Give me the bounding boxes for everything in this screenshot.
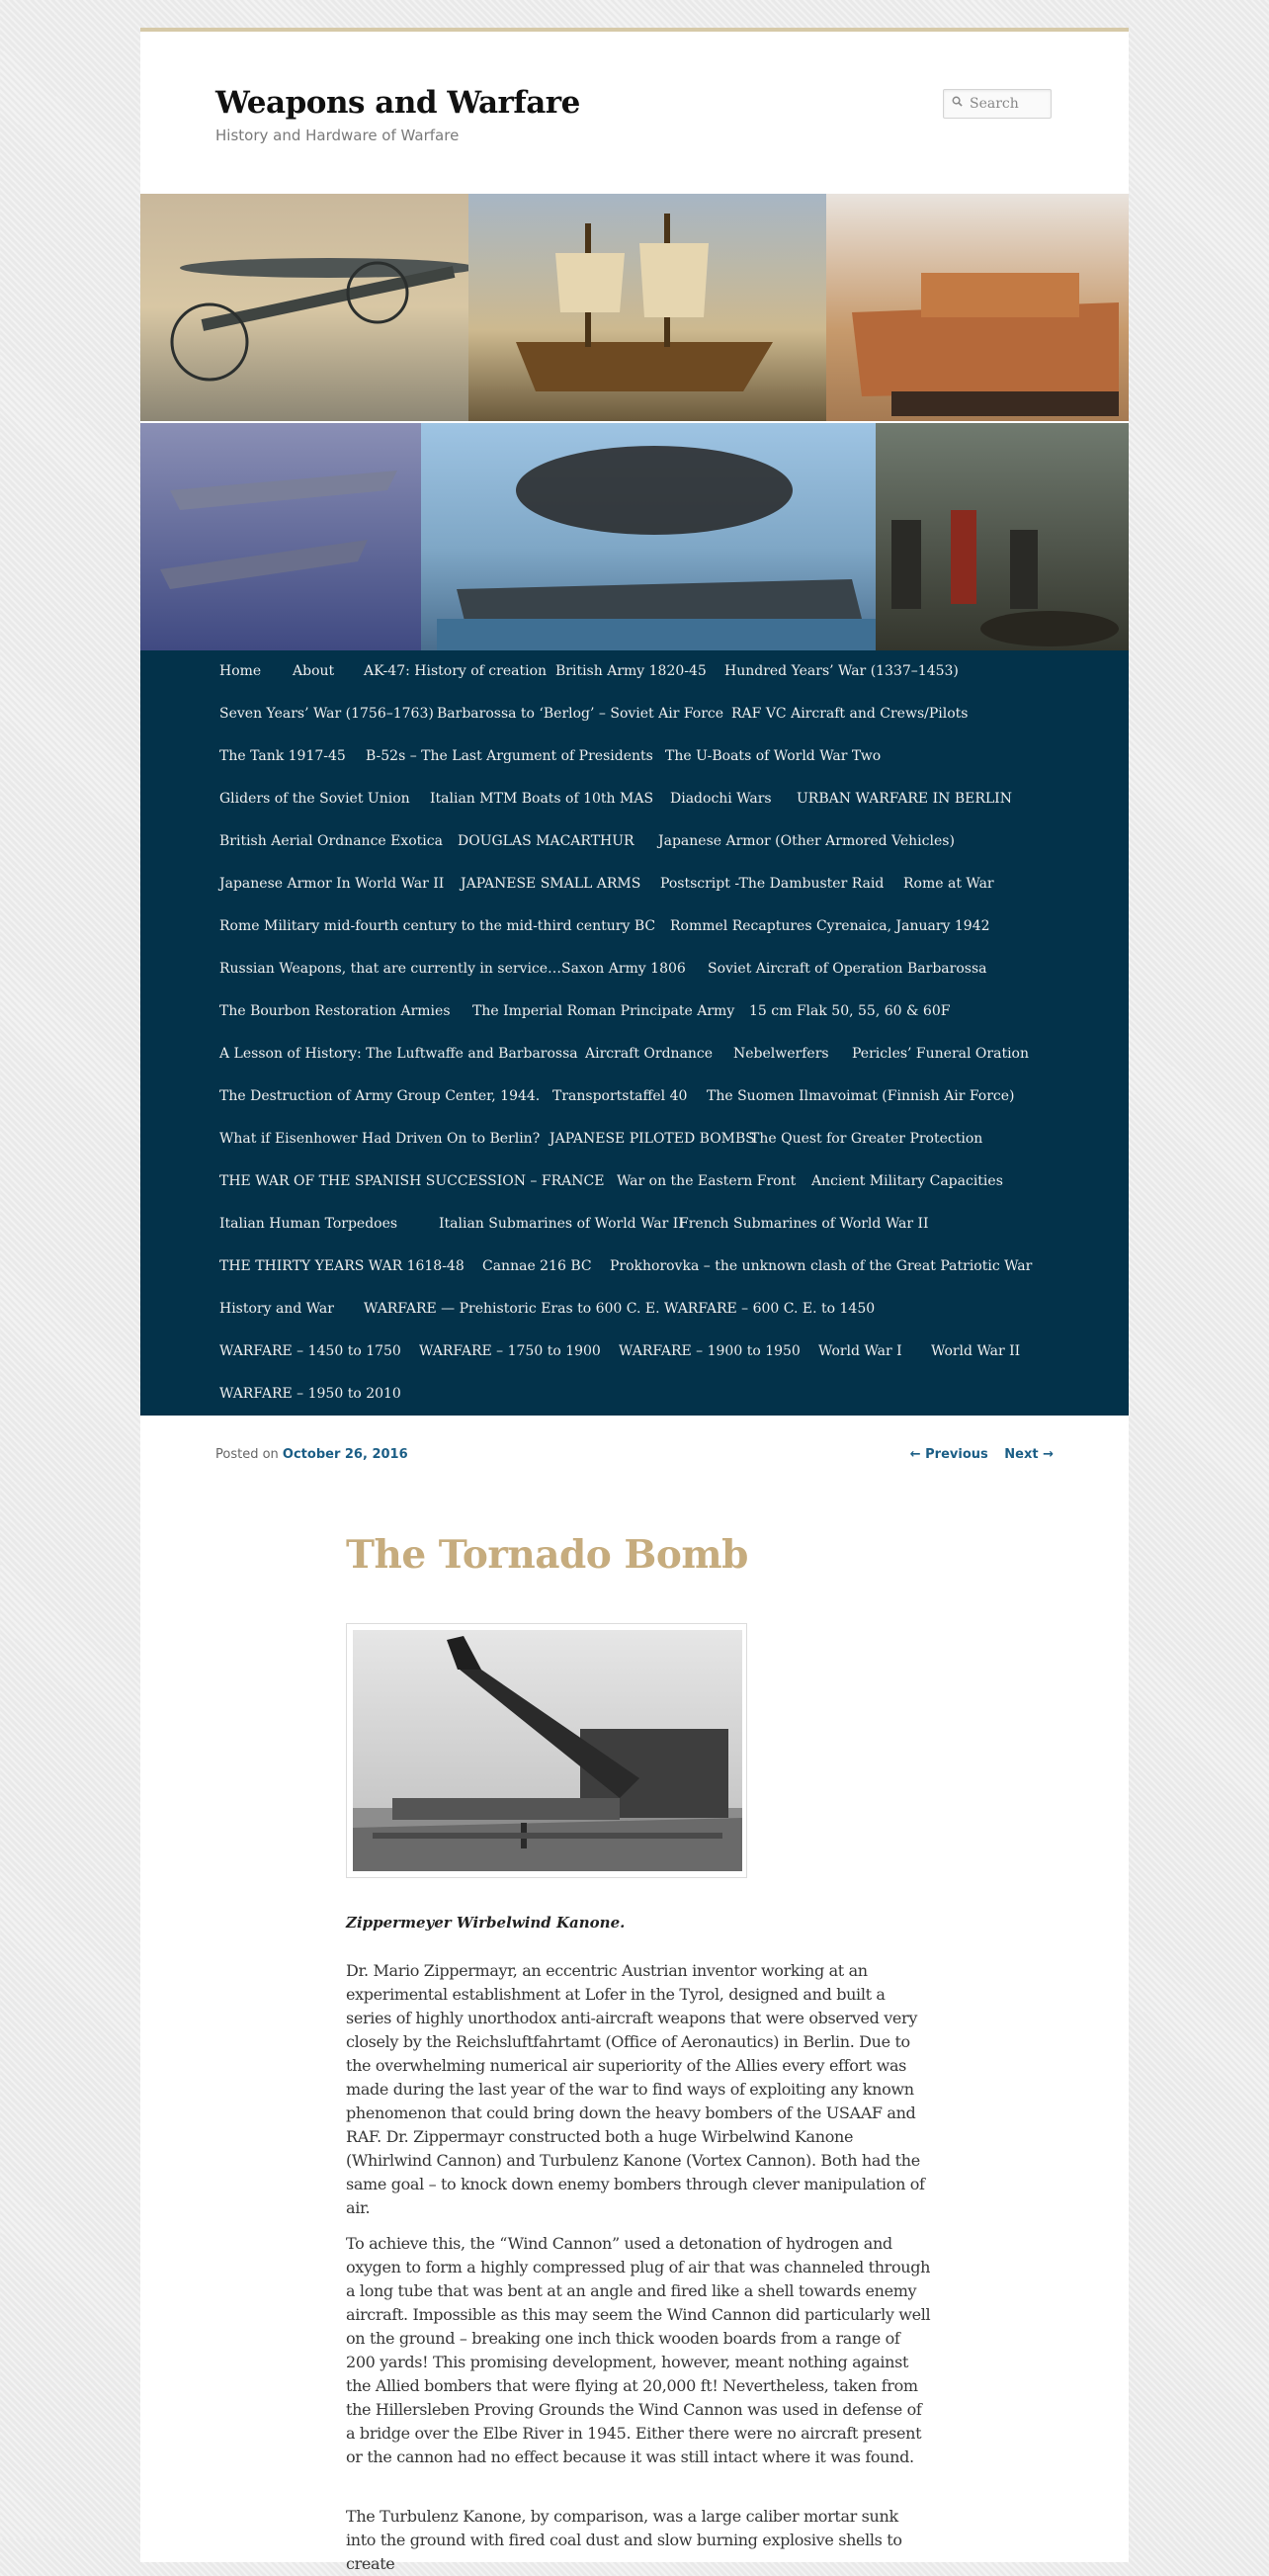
post-paragraph-3: The Turbulenz Kanone, by comparison, was a large caliber mortar sunk into the ground with fired coal dust and slow burning explosive shells to create bbox=[346, 2507, 902, 2573]
post-date-link[interactable]: October 26, 2016 bbox=[282, 1447, 408, 1462]
search-input[interactable] bbox=[968, 93, 1051, 115]
menu-item-warfare-prehistoric[interactable]: WARFARE — Prehistoric Eras to 600 C. E. bbox=[364, 1301, 660, 1317]
post-navigation bbox=[898, 1447, 1054, 1462]
menu-item-seven-years-war[interactable]: Seven Years’ War (1756–1763) bbox=[219, 706, 434, 722]
search-icon bbox=[952, 96, 963, 107]
post-paragraph-1: Dr. Mario Zippermayr, an eccentric Austrian inventor working at an experimental establishment at Lofer in the Tyrol, designed and built a series of highly unorthodox anti-aircraft weapons that were observed very closely by the Reichsluftfahrtamt (Office of Aeronautics) in Berlin. Due to the overwhelming numerical air superiority of the Allies every effort was made during the last year of the war to find ways of exploiting any known phenomenon that could bring down the heavy bombers of the USAAF and RAF. Dr. Zippermayr constructed both a huge Wirbelwind Kanone (Whirlwind Cannon) and Turbulenz Kanone (Vortex Cannon). Both had the same goal – to knock down enemy bombers through clever manipulation of air. bbox=[346, 1961, 925, 2217]
menu-item-finnish-air-force[interactable]: The Suomen Ilmavoimat (Finnish Air Force) bbox=[707, 1088, 1015, 1104]
menu-item-warfare-600-1450[interactable]: WARFARE – 600 C. E. to 1450 bbox=[664, 1301, 876, 1317]
site-header bbox=[140, 32, 1129, 194]
menu-item-urban-warfare[interactable]: URBAN WARFARE IN BERLIN bbox=[797, 791, 1012, 807]
menu-item-rome-at-war[interactable]: Rome at War bbox=[903, 876, 994, 892]
menu-item-italian-mtm[interactable]: Italian MTM Boats of 10th MAS bbox=[430, 791, 654, 807]
menu-item-aerial-ordnance[interactable]: British Aerial Ordnance Exotica bbox=[219, 833, 443, 849]
menu-item-japanese-small-arms[interactable]: JAPANESE SMALL ARMS bbox=[461, 876, 641, 892]
menu-item-tank[interactable]: The Tank 1917-45 bbox=[219, 748, 346, 764]
entry-meta bbox=[215, 1447, 408, 1462]
menu-item-warfare-1450-1750[interactable]: WARFARE – 1450 to 1750 bbox=[219, 1343, 401, 1359]
menu-item-french-submarines[interactable]: French Submarines of World War II bbox=[679, 1216, 929, 1232]
menu-item-saxon-army[interactable]: Saxon Army 1806 bbox=[561, 961, 686, 977]
menu-item-prokhorovka[interactable]: Prokhorovka – the unknown clash of the Great Patriotic War bbox=[610, 1258, 1033, 1274]
menu-item-gliders[interactable]: Gliders of the Soviet Union bbox=[219, 791, 410, 807]
menu-item-macarthur[interactable]: DOUGLAS MACARTHUR bbox=[458, 833, 634, 849]
previous-post-link[interactable]: ← Previous bbox=[909, 1447, 988, 1462]
menu-item-aircraft-ordnance[interactable]: Aircraft Ordnance bbox=[585, 1046, 714, 1062]
menu-item-japanese-piloted-bombs[interactable]: JAPANESE PILOTED BOMBS bbox=[550, 1131, 755, 1147]
menu-item-about[interactable]: About bbox=[293, 663, 335, 679]
next-post-link[interactable]: Next → bbox=[1004, 1447, 1054, 1462]
menu-item-transportstaffel[interactable]: Transportstaffel 40 bbox=[552, 1088, 688, 1104]
menu-item-thirty-years-war[interactable]: THE THIRTY YEARS WAR 1618-48 bbox=[219, 1258, 465, 1274]
menu-item-ancient-capacities[interactable]: Ancient Military Capacities bbox=[811, 1173, 1003, 1189]
menu-item-history-and-war[interactable]: History and War bbox=[219, 1301, 334, 1317]
post-title[interactable]: The Tornado Bomb bbox=[346, 1532, 748, 1578]
wind-cannon-photo[interactable] bbox=[353, 1630, 742, 1871]
menu-item-world-war-2[interactable]: World War II bbox=[931, 1343, 1021, 1359]
menu-item-warfare-1950-2010[interactable]: WARFARE – 1950 to 2010 bbox=[219, 1386, 401, 1402]
site-description: History and Hardware of Warfare bbox=[215, 127, 460, 144]
menu-item-world-war-1[interactable]: World War I bbox=[818, 1343, 902, 1359]
menu-item-greater-protection[interactable]: The Quest for Greater Protection bbox=[750, 1131, 983, 1147]
menu-item-b52[interactable]: B-52s – The Last Argument of Presidents bbox=[366, 748, 653, 764]
menu-item-spanish-succession[interactable]: THE WAR OF THE SPANISH SUCCESSION – FRANCE bbox=[219, 1173, 605, 1189]
menu-item-warfare-1900-1950[interactable]: WARFARE – 1900 to 1950 bbox=[619, 1343, 801, 1359]
menu-item-rome-military[interactable]: Rome Military mid-fourth century to the mid-third century BC bbox=[219, 918, 656, 934]
menu-item-army-group-center[interactable]: The Destruction of Army Group Center, 1944. bbox=[219, 1088, 541, 1104]
menu-item-home[interactable]: Home bbox=[219, 663, 262, 679]
menu-item-uboats[interactable]: The U-Boats of World War Two bbox=[665, 748, 882, 764]
menu-item-raf-vc[interactable]: RAF VC Aircraft and Crews/Pilots bbox=[731, 706, 969, 722]
menu-item-warfare-1750-1900[interactable]: WARFARE – 1750 to 1900 bbox=[419, 1343, 601, 1359]
main-navigation bbox=[140, 650, 1129, 1416]
site-title[interactable]: Weapons and Warfare bbox=[215, 85, 580, 121]
header-banner-image[interactable] bbox=[140, 194, 1129, 650]
menu-item-japanese-armor-other[interactable]: Japanese Armor (Other Armored Vehicles) bbox=[658, 833, 955, 849]
menu-item-diadochi[interactable]: Diadochi Wars bbox=[670, 791, 772, 807]
post-paragraph-2: To achieve this, the “Wind Cannon” used a detonation of hydrogen and oxygen to form a highly compressed plug of air that was channeled through a long tube that was bent at an angle and fired like a shell towards enemy aircraft. Impossible as this may seem the Wind Cannon did particularly well on the ground – breaking one inch thick wooden boards from a range of 200 yards! This promising development, however, meant nothing against the Allied bombers that were flying at 20,000 ft! Nevertheless, taken from the Hillersleben Proving Grounds the Wind Cannon was used in defense of a bridge over the Elbe River in 1945. Either there were no aircraft present or the cannon had no effect because it was still intact where it was found. bbox=[346, 2234, 931, 2466]
post-figure bbox=[346, 1623, 747, 1878]
menu-item-roman-principate[interactable]: The Imperial Roman Principate Army bbox=[472, 1003, 735, 1019]
menu-item-eastern-front[interactable]: War on the Eastern Front bbox=[617, 1173, 797, 1189]
page bbox=[140, 28, 1129, 2573]
menu-item-barbarossa-berlog[interactable]: Barbarossa to ‘Berlog’ – Soviet Air Force bbox=[437, 706, 724, 722]
menu-item-russian-weapons[interactable]: Russian Weapons, that are currently in service… bbox=[219, 961, 562, 977]
menu-item-bourbon[interactable]: The Bourbon Restoration Armies bbox=[219, 1003, 451, 1019]
menu-item-italian-torpedoes[interactable]: Italian Human Torpedoes bbox=[219, 1216, 398, 1232]
menu-item-rommel[interactable]: Rommel Recaptures Cyrenaica, January 1942 bbox=[670, 918, 990, 934]
menu-item-italian-submarines[interactable]: Italian Submarines of World War II bbox=[439, 1216, 684, 1232]
menu-item-cannae[interactable]: Cannae 216 BC bbox=[482, 1258, 592, 1274]
menu-item-dambuster[interactable]: Postscript -The Dambuster Raid bbox=[660, 876, 885, 892]
menu-item-soviet-aircraft[interactable]: Soviet Aircraft of Operation Barbarossa bbox=[708, 961, 987, 977]
posted-on-label: Posted on bbox=[215, 1447, 279, 1462]
search-form[interactable] bbox=[943, 89, 1052, 119]
menu-item-pericles[interactable]: Pericles’ Funeral Oration bbox=[852, 1046, 1029, 1062]
menu-item-eisenhower[interactable]: What if Eisenhower Had Driven On to Berlin? bbox=[219, 1131, 541, 1147]
menu-item-luftwaffe-barbarossa[interactable]: A Lesson of History: The Luftwaffe and Barbarossa bbox=[219, 1046, 578, 1062]
menu-item-nebelwerfers[interactable]: Nebelwerfers bbox=[733, 1046, 829, 1062]
menu-item-flak[interactable]: 15 cm Flak 50, 55, 60 & 60F bbox=[749, 1003, 951, 1019]
menu-item-japanese-armor-ww2[interactable]: Japanese Armor In World War II bbox=[219, 876, 445, 892]
menu-item-ak47[interactable]: AK-47: History of creation bbox=[364, 663, 548, 679]
figure-caption: Zippermeyer Wirbelwind Kanone. bbox=[346, 1914, 626, 1932]
menu-item-british-army[interactable]: British Army 1820-45 bbox=[555, 663, 707, 679]
menu-item-hundred-years-war[interactable]: Hundred Years’ War (1337–1453) bbox=[724, 663, 959, 679]
